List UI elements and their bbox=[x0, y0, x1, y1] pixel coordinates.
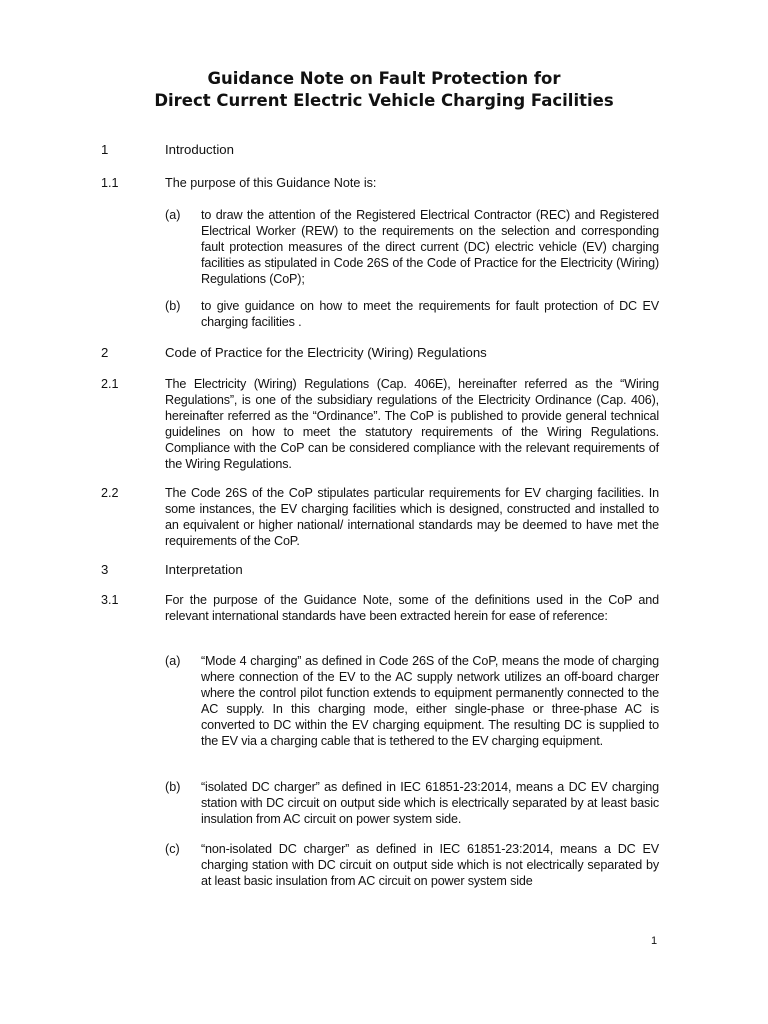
item-1-1-a-text: to draw the attention of the Registered Electrical Contractor (REC) and Registered Electrical Worker (REW) to the requirements on the selection and corresponding fault protection measures of the direct current (DC) electric vehicle (EV) charging facilities as stipulated in Code 26S of the Code of Practice for the Electricity (Wiring) Regulations (CoP); bbox=[201, 208, 659, 286]
item-1-1-b-text: to give guidance on how to meet the requirements for fault protection of DC EV charging facilities . bbox=[201, 299, 659, 329]
paragraph-1-1-text: The purpose of this Guidance Note is: bbox=[165, 176, 377, 190]
paragraph-2-2-text: The Code 26S of the CoP stipulates particular requirements for EV charging facilities. In some instances, the EV charging facilities which is designed, constructed and installed to an equivalent or higher national/ international standards may be deemed to have met the requirements of the CoP. bbox=[165, 486, 659, 548]
paragraph-2-1-number: 2.1 bbox=[101, 377, 119, 391]
item-1-1-b-label: (b) bbox=[165, 299, 181, 313]
paragraph-3-1-text: For the purpose of the Guidance Note, some of the definitions used in the CoP and relevant international standards have been extracted herein for ease of reference: bbox=[165, 593, 659, 623]
item-1-1-a-label: (a) bbox=[165, 208, 181, 222]
item-3-1-b-text: “isolated DC charger” as defined in IEC 61851-23:2014, means a DC EV charging station with DC circuit on output side which is electrically separated by at least basic insulation from AC circuit on power system side. bbox=[201, 780, 659, 826]
paragraph-1-1-number: 1.1 bbox=[101, 176, 119, 190]
title-line-2: Direct Current Electric Vehicle Charging Facilities bbox=[154, 91, 614, 110]
item-3-1-c-label: (c) bbox=[165, 842, 180, 856]
document-title bbox=[0, 68, 768, 112]
paragraph-3-1-number: 3.1 bbox=[101, 593, 119, 607]
section-2-number: 2 bbox=[101, 345, 109, 360]
section-2-heading: Code of Practice for the Electricity (Wiring) Regulations bbox=[165, 345, 487, 360]
item-3-1-a-label: (a) bbox=[165, 654, 181, 668]
paragraph-2-2-number: 2.2 bbox=[101, 486, 119, 500]
section-1-number: 1 bbox=[101, 142, 109, 157]
section-1-heading: Introduction bbox=[165, 142, 234, 157]
item-3-1-a-text: “Mode 4 charging” as defined in Code 26S of the CoP, means the mode of charging where connection of the EV to the AC supply network utilizes an off-board charger where the control pilot function extends to equipment permanently connected to the AC supply. In this charging mode, either single-phase or three-phase AC is converted to DC within the EV charging equipment. The resulting DC is supplied to the EV via a charging cable that is tethered to the EV charging equipment. bbox=[201, 654, 659, 748]
section-3-heading: Interpretation bbox=[165, 562, 243, 577]
paragraph-2-1-text: The Electricity (Wiring) Regulations (Cap. 406E), hereinafter referred as the “Wiring Regulations”, is one of the subsidiary regulations of the Electricity Ordinance (Cap. 406), hereinafter referred as the “Ordinance”. The CoP is published to provide general technical guidelines on how to meet the statutory requirements of the Wiring Regulations. Compliance with the CoP can be considered compliance with the relevant requirements of the Wiring Regulations. bbox=[165, 377, 659, 471]
page-number: 1 bbox=[651, 935, 658, 947]
item-3-1-c-text: “non-isolated DC charger” as defined in IEC 61851-23:2014, means a DC EV charging station with DC circuit on output side which is not electrically separated by at least basic insulation from AC circuit on power system side bbox=[201, 842, 659, 888]
section-3-number: 3 bbox=[101, 562, 109, 577]
item-3-1-b-label: (b) bbox=[165, 780, 181, 794]
title-line-1: Guidance Note on Fault Protection for bbox=[207, 69, 561, 88]
